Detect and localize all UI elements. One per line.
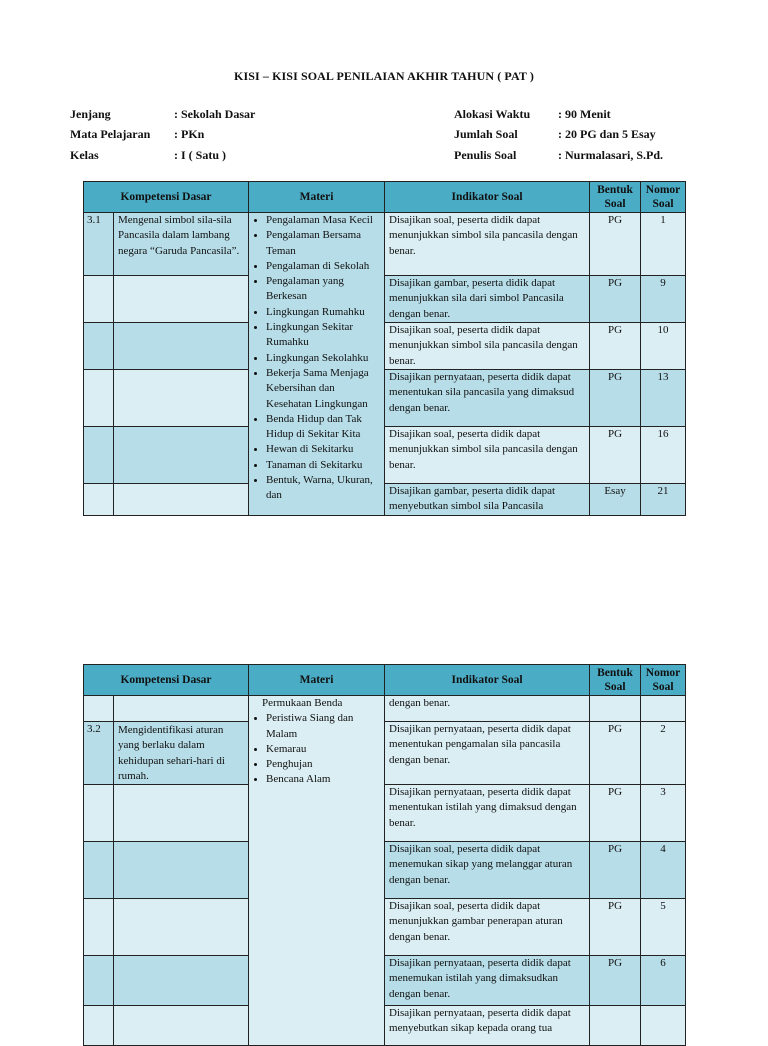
kd-number: [84, 842, 114, 899]
kd-number: [84, 785, 114, 842]
kd-number: [84, 370, 114, 427]
indikator-cell: Disajikan soal, peserta didik dapat menemukan sikap yang melanggar aturan dengan benar.: [385, 842, 590, 899]
document-title: KISI – KISI SOAL PENILAIAN AKHIR TAHUN ( PAT ): [234, 69, 534, 83]
kd-number: 3.1: [84, 213, 114, 276]
kd-number: [84, 956, 114, 1006]
kisi-table-2: [83, 664, 686, 1046]
bentuk-cell: PG: [590, 370, 641, 427]
indikator-cell: Disajikan pernyataan, peserta didik dapat menentukan istilah yang dimaksud dengan benar.: [385, 785, 590, 842]
kd-number: [84, 1006, 114, 1046]
meta-label: Mata Pelajaran: [70, 127, 151, 142]
meta-label: Alokasi Waktu: [454, 106, 531, 121]
nomor-cell: 21: [641, 484, 686, 516]
table-row: [84, 427, 686, 484]
list-item: • Kemarau: [266, 742, 380, 757]
kd-text: [114, 370, 249, 427]
list-item: • Bentuk, Warna, Ukuran, dan: [266, 473, 380, 504]
header-indikator-soal: Indikator Soal: [385, 182, 590, 213]
nomor-cell: 10: [641, 323, 686, 370]
kd-text: [114, 484, 249, 516]
meta-alokasi-waktu: [454, 104, 663, 125]
list-item: • Bekerja Sama Menjaga Kebersihan dan Kesehatan Lingkungan: [266, 366, 380, 412]
header-bentuk-soal: Bentuk Soal: [590, 665, 641, 696]
list-item: • Pengalaman Bersama Teman: [266, 228, 380, 259]
nomor-cell: 5: [641, 899, 686, 956]
bentuk-cell: PG: [590, 427, 641, 484]
materi-list: [253, 711, 380, 787]
meta-value: : Sekolah Dasar: [174, 106, 256, 121]
list-item: • Pengalaman Masa Kecil: [266, 213, 380, 228]
kd-number: [84, 484, 114, 516]
meta-mata-pelajaran: [70, 125, 255, 146]
kd-text: [114, 956, 249, 1006]
meta-kelas: [70, 145, 255, 166]
nomor-cell: 13: [641, 370, 686, 427]
nomor-cell: 4: [641, 842, 686, 899]
meta-right: [454, 104, 663, 166]
bentuk-cell: PG: [590, 842, 641, 899]
indikator-cell: Disajikan soal, peserta didik dapat menunjukkan simbol sila pancasila dengan benar.: [385, 323, 590, 370]
indikator-cell: dengan benar.: [385, 696, 590, 722]
indikator-cell: Disajikan pernyataan, peserta didik dapat menyebutkan sikap kepada orang tua: [385, 1006, 590, 1046]
list-item: • Lingkungan Sekitar Rumahku: [266, 320, 380, 351]
header-nomor-soal: Nomor Soal: [641, 182, 686, 213]
kd-text-content: Mengidentifikasi aturan yang berlaku dalam kehidupan sehari-hari di rumah.: [118, 724, 225, 782]
kd-text: [114, 722, 249, 785]
table-row: [84, 276, 686, 323]
bentuk-cell: Esay: [590, 484, 641, 516]
nomor-cell: 6: [641, 956, 686, 1006]
list-item: • Lingkungan Rumahku: [266, 305, 380, 320]
kd-number: [84, 696, 114, 722]
kd-number: [84, 427, 114, 484]
meta-jumlah-soal: [454, 125, 663, 146]
list-item: • Tanaman di Sekitarku: [266, 458, 380, 473]
table-row: [84, 785, 686, 842]
indikator-cell: Disajikan soal, peserta didik dapat menunjukkan simbol sila pancasila dengan benar.: [385, 427, 590, 484]
kd-text: [114, 323, 249, 370]
indikator-cell: Disajikan pernyataan, peserta didik dapat menemukan istilah yang dimaksudkan dengan benar.: [385, 956, 590, 1006]
nomor-cell: [641, 696, 686, 722]
table-row: [84, 484, 686, 516]
table-header-row: [84, 665, 686, 696]
table-row: [84, 1006, 686, 1046]
indikator-cell: Disajikan soal, peserta didik dapat menunjukkan gambar penerapan aturan dengan benar.: [385, 899, 590, 956]
list-item: • Penghujan: [266, 757, 380, 772]
list-item: • Hewan di Sekitarku: [266, 442, 380, 457]
table-row: [84, 722, 686, 785]
nomor-cell: [641, 1006, 686, 1046]
header-materi: Materi: [249, 665, 385, 696]
bentuk-cell: PG: [590, 956, 641, 1006]
list-item: • Bencana Alam: [266, 772, 380, 787]
bentuk-cell: PG: [590, 899, 641, 956]
kd-text: [114, 899, 249, 956]
list-item: • Pengalaman yang Berkesan: [266, 274, 380, 305]
indikator-cell: Disajikan pernyataan, peserta didik dapat menentukan sila pancasila yang dimaksud dengan benar.: [385, 370, 590, 427]
meta-value: : 20 PG dan 5 Esay: [558, 127, 656, 142]
kd-text: [114, 696, 249, 722]
nomor-cell: 16: [641, 427, 686, 484]
nomor-cell: 1: [641, 213, 686, 276]
table-header-row: [84, 182, 686, 213]
bentuk-cell: PG: [590, 722, 641, 785]
header-materi: Materi: [249, 182, 385, 213]
indikator-cell: Disajikan gambar, peserta didik dapat menunjukkan sila dari simbol Pancasila dengan benar.: [385, 276, 590, 323]
table-row: [84, 842, 686, 899]
meta-value: : 90 Menit: [558, 106, 611, 121]
kd-text: [114, 276, 249, 323]
bentuk-cell: PG: [590, 276, 641, 323]
materi-list: [253, 213, 380, 504]
meta-value: : PKn: [174, 127, 205, 142]
header-kompetensi-dasar: Kompetensi Dasar: [84, 182, 249, 213]
table-row: [84, 956, 686, 1006]
bentuk-cell: [590, 696, 641, 722]
bentuk-cell: PG: [590, 785, 641, 842]
kisi-table-1: [83, 181, 686, 516]
nomor-cell: 9: [641, 276, 686, 323]
list-item: • Pengalaman di Sekolah: [266, 259, 380, 274]
table-row: [84, 213, 686, 276]
meta-value: : Nurmalasari, S.Pd.: [558, 147, 663, 162]
nomor-cell: 2: [641, 722, 686, 785]
header-indikator-soal: Indikator Soal: [385, 665, 590, 696]
table-row: [84, 899, 686, 956]
materi-cell: [249, 213, 385, 516]
materi-cell: [249, 696, 385, 1046]
header-nomor-soal: Nomor Soal: [641, 665, 686, 696]
materi-continued: Permukaan Benda: [262, 697, 343, 709]
indikator-cell: Disajikan gambar, peserta didik dapat menyebutkan simbol sila Pancasila: [385, 484, 590, 516]
list-item: • Benda Hidup dan Tak Hidup di Sekitar Kita: [266, 412, 380, 443]
kd-text: [114, 842, 249, 899]
table-row: [84, 323, 686, 370]
kd-text: [114, 427, 249, 484]
list-item: • Lingkungan Sekolahku: [266, 351, 380, 366]
kd-text: Mengenal simbol sila-sila Pancasila dalam lambang negara “Garuda Pancasila”.: [114, 213, 249, 276]
table-row: [84, 370, 686, 427]
indikator-cell: Disajikan soal, peserta didik dapat menunjukkan simbol sila pancasila dengan benar.: [385, 213, 590, 276]
bentuk-cell: PG: [590, 213, 641, 276]
meta-label: Penulis Soal: [454, 147, 517, 162]
meta-label: Jumlah Soal: [454, 127, 518, 142]
header-bentuk-soal: Bentuk Soal: [590, 182, 641, 213]
bentuk-cell: [590, 1006, 641, 1046]
meta-penulis-soal: [454, 145, 663, 166]
nomor-cell: 3: [641, 785, 686, 842]
kd-number: [84, 276, 114, 323]
kd-text: [114, 1006, 249, 1046]
indikator-cell: Disajikan pernyataan, peserta didik dapat menentukan pengamalan sila pancasila dengan benar.: [385, 722, 590, 785]
meta-label: Kelas: [70, 147, 99, 162]
kd-number: 3.2: [84, 722, 114, 785]
kd-number: [84, 323, 114, 370]
meta-jenjang: [70, 104, 255, 125]
bentuk-cell: PG: [590, 323, 641, 370]
meta-value: : I ( Satu ): [174, 147, 227, 162]
kd-text: [114, 785, 249, 842]
meta-left: [70, 104, 255, 166]
list-item: • Peristiwa Siang dan Malam: [266, 711, 380, 742]
header-kompetensi-dasar: Kompetensi Dasar: [84, 665, 249, 696]
kd-number: [84, 899, 114, 956]
table-row: [84, 696, 686, 722]
meta-label: Jenjang: [70, 106, 111, 121]
